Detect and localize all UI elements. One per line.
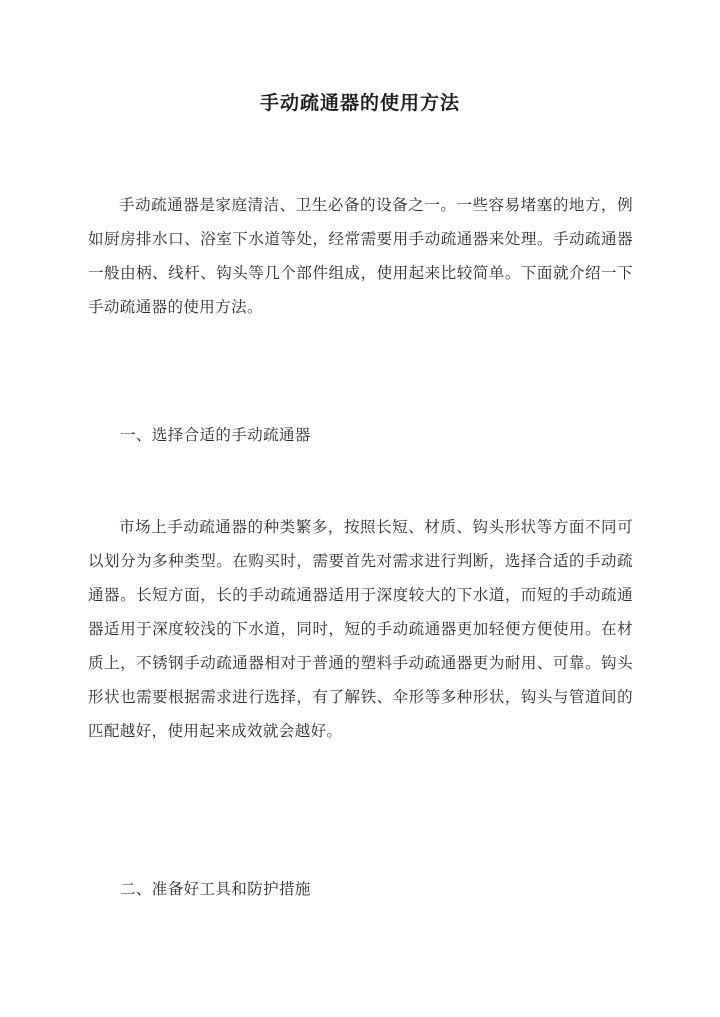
section-heading-choose: 一、选择合适的手动疏通器	[120, 426, 311, 444]
section-paragraph-choose: 市场上手动疏通器的种类繁多，按照长短、材质、钩头形状等方面不同可以划分为多种类型。在购买时，需要首先对需求进行判断，选择合适的手动疏通器。长短方面，长的手动疏通器适用于深度较大的下水道，而短的手动疏通器适用于深度较浅的下水道，同时，短的手动疏通器更加轻便方便使用。在材质上，不锈钢手动疏通器相对于普通的塑料手动疏通器更为耐用、可靠。钩头形状也需要根据需求进行选择，有了解铁、伞形等多种形状，钩头与管道间的匹配越好，使用起来成效就会越好。	[88, 518, 633, 740]
intro-paragraph: 手动疏通器是家庭清洁、卫生必备的设备之一。一些容易堵塞的地方，例如厨房排水口、浴室下水道等处，经常需要用手动疏通器来处理。手动疏通器一般由柄、线杆、钩头等几个部件组成，使用起来比较简单。下面就介绍一下手动疏通器的使用方法。	[88, 196, 633, 316]
page-title: 手动疏通器的使用方法	[259, 92, 460, 114]
section-heading-prepare: 二、准备好工具和防护措施	[120, 880, 311, 898]
